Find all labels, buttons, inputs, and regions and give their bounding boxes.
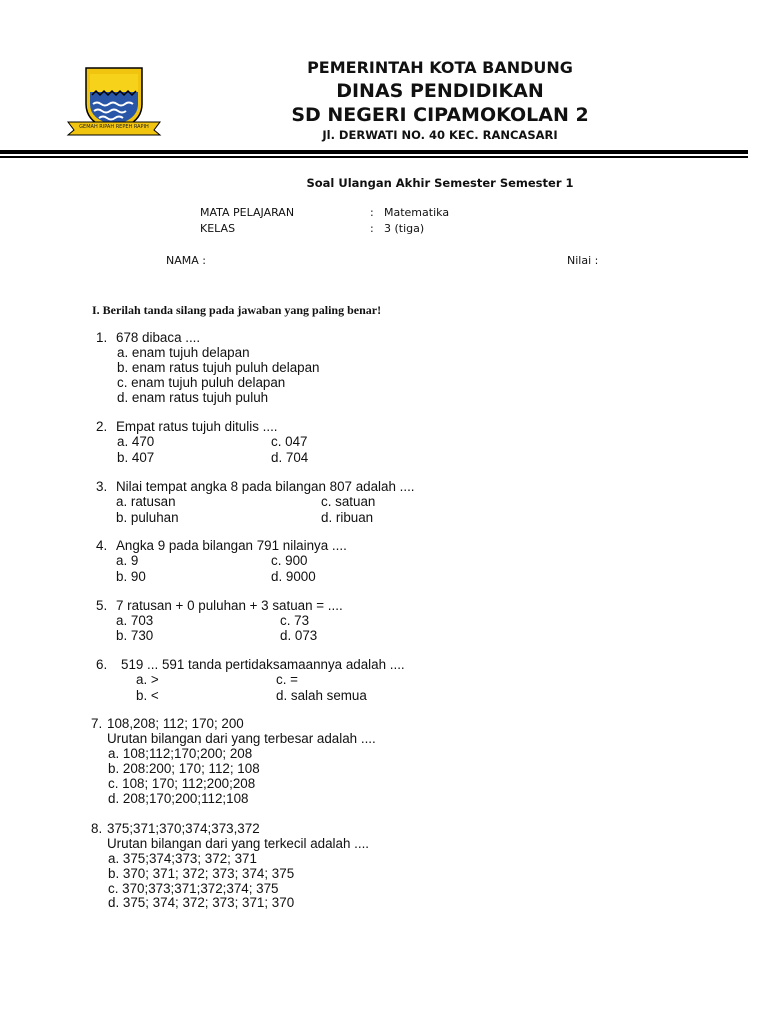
question-6-option-c: c. = — [276, 672, 298, 687]
question-2-number: 2. — [96, 419, 108, 434]
question-7-option-a: a. 108;112;170;200; 208 — [108, 746, 253, 761]
question-1-text: 678 dibaca .... — [116, 330, 201, 345]
question-4-option-c: c. 900 — [271, 553, 308, 568]
question-4-option-d: d. 9000 — [271, 569, 316, 584]
question-3-option-b: b. puluhan — [116, 510, 179, 525]
question-7-option-d: d. 208;170;200;112;108 — [108, 791, 249, 806]
question-4-option-b: b. 90 — [116, 569, 146, 584]
question-6-option-b: b. < — [136, 688, 159, 703]
question-7-number: 7. — [91, 716, 103, 731]
question-3-option-d: d. ribuan — [321, 510, 374, 525]
department-name: DINAS PENDIDIKAN — [336, 80, 544, 102]
question-2-option-a: a. 470 — [117, 434, 155, 449]
question-8-text: 375;371;370;374;373,372 — [107, 821, 260, 836]
question-3-text: Nilai tempat angka 8 pada bilangan 807 adalah .... — [116, 479, 415, 494]
subject-label: MATA PELAJARAN — [200, 206, 295, 219]
exam-title: Soal Ulangan Akhir Semester Semester 1 — [306, 176, 574, 190]
question-4-option-a: a. 9 — [116, 553, 139, 568]
school-address: Jl. DERWATI NO. 40 KEC. RANCASARI — [322, 128, 558, 142]
school-name: SD NEGERI CIPAMOKOLAN 2 — [291, 104, 589, 126]
city-logo — [66, 66, 162, 136]
question-3-number: 3. — [96, 479, 108, 494]
question-8-option-a: a. 375;374;373; 372; 371 — [108, 851, 257, 866]
question-3-option-c: c. satuan — [321, 494, 376, 509]
question-8-option-d: d. 375; 374; 372; 373; 371; 370 — [108, 895, 295, 910]
question-3-option-a: a. ratusan — [116, 494, 176, 509]
question-5-option-b: b. 730 — [116, 628, 154, 643]
question-5-option-d: d. 073 — [280, 628, 318, 643]
header-rule-thin — [0, 156, 748, 158]
class-colon: : — [370, 222, 374, 235]
question-1-option-a: a. enam tujuh delapan — [117, 345, 250, 360]
question-7-option-c: c. 108; 170; 112;200;208 — [108, 776, 256, 791]
question-5-option-a: a. 703 — [116, 613, 154, 628]
question-6-option-d: d. salah semua — [276, 688, 367, 703]
subject-colon: : — [370, 206, 374, 219]
question-2-text: Empat ratus tujuh ditulis .... — [116, 419, 278, 434]
question-4-number: 4. — [96, 538, 108, 553]
question-6-number: 6. — [96, 657, 108, 672]
score-label: Nilai : — [567, 254, 599, 267]
question-1-option-d: d. enam ratus tujuh puluh — [117, 390, 269, 405]
question-8-option-b: b. 370; 371; 372; 373; 374; 375 — [108, 866, 295, 881]
question-2-option-c: c. 047 — [271, 434, 308, 449]
question-8-option-c: c. 370;373;371;372;374; 375 — [108, 881, 279, 896]
question-6-option-a: a. > — [136, 672, 159, 687]
government-name: PEMERINTAH KOTA BANDUNG — [307, 58, 573, 77]
question-2-option-d: d. 704 — [271, 450, 309, 465]
question-7-subtext: Urutan bilangan dari yang terbesar adalah .... — [107, 731, 376, 746]
question-5-option-c: c. 73 — [280, 613, 310, 628]
question-7-text: 108,208; 112; 170; 200 — [107, 716, 244, 731]
question-1-option-b: b. enam ratus tujuh puluh delapan — [117, 360, 320, 375]
instruction: I. Berilah tanda silang pada jawaban yang paling benar! — [92, 303, 382, 317]
class-value: 3 (tiga) — [384, 222, 425, 235]
subject-value: Matematika — [384, 206, 450, 219]
class-label: KELAS — [200, 222, 236, 235]
question-1-option-c: c. enam tujuh puluh delapan — [117, 375, 286, 390]
question-5-text: 7 ratusan + 0 puluhan + 3 satuan = .... — [116, 598, 343, 613]
name-label: NAMA : — [166, 254, 206, 267]
question-2-option-b: b. 407 — [117, 450, 155, 465]
header-rule-thick — [0, 150, 748, 154]
question-1-number: 1. — [96, 330, 108, 345]
question-5-number: 5. — [96, 598, 108, 613]
logo-ribbon-text: GEMAH RIPAH REPEH RAPIH — [79, 124, 149, 130]
question-8-number: 8. — [91, 821, 103, 836]
question-6-text: 519 ... 591 tanda pertidaksamaannya adalah .... — [121, 657, 405, 672]
question-4-text: Angka 9 pada bilangan 791 nilainya .... — [116, 538, 347, 553]
question-8-subtext: Urutan bilangan dari yang terkecil adalah .... — [107, 836, 370, 851]
question-7-option-b: b. 208:200; 170; 112; 108 — [108, 761, 260, 776]
